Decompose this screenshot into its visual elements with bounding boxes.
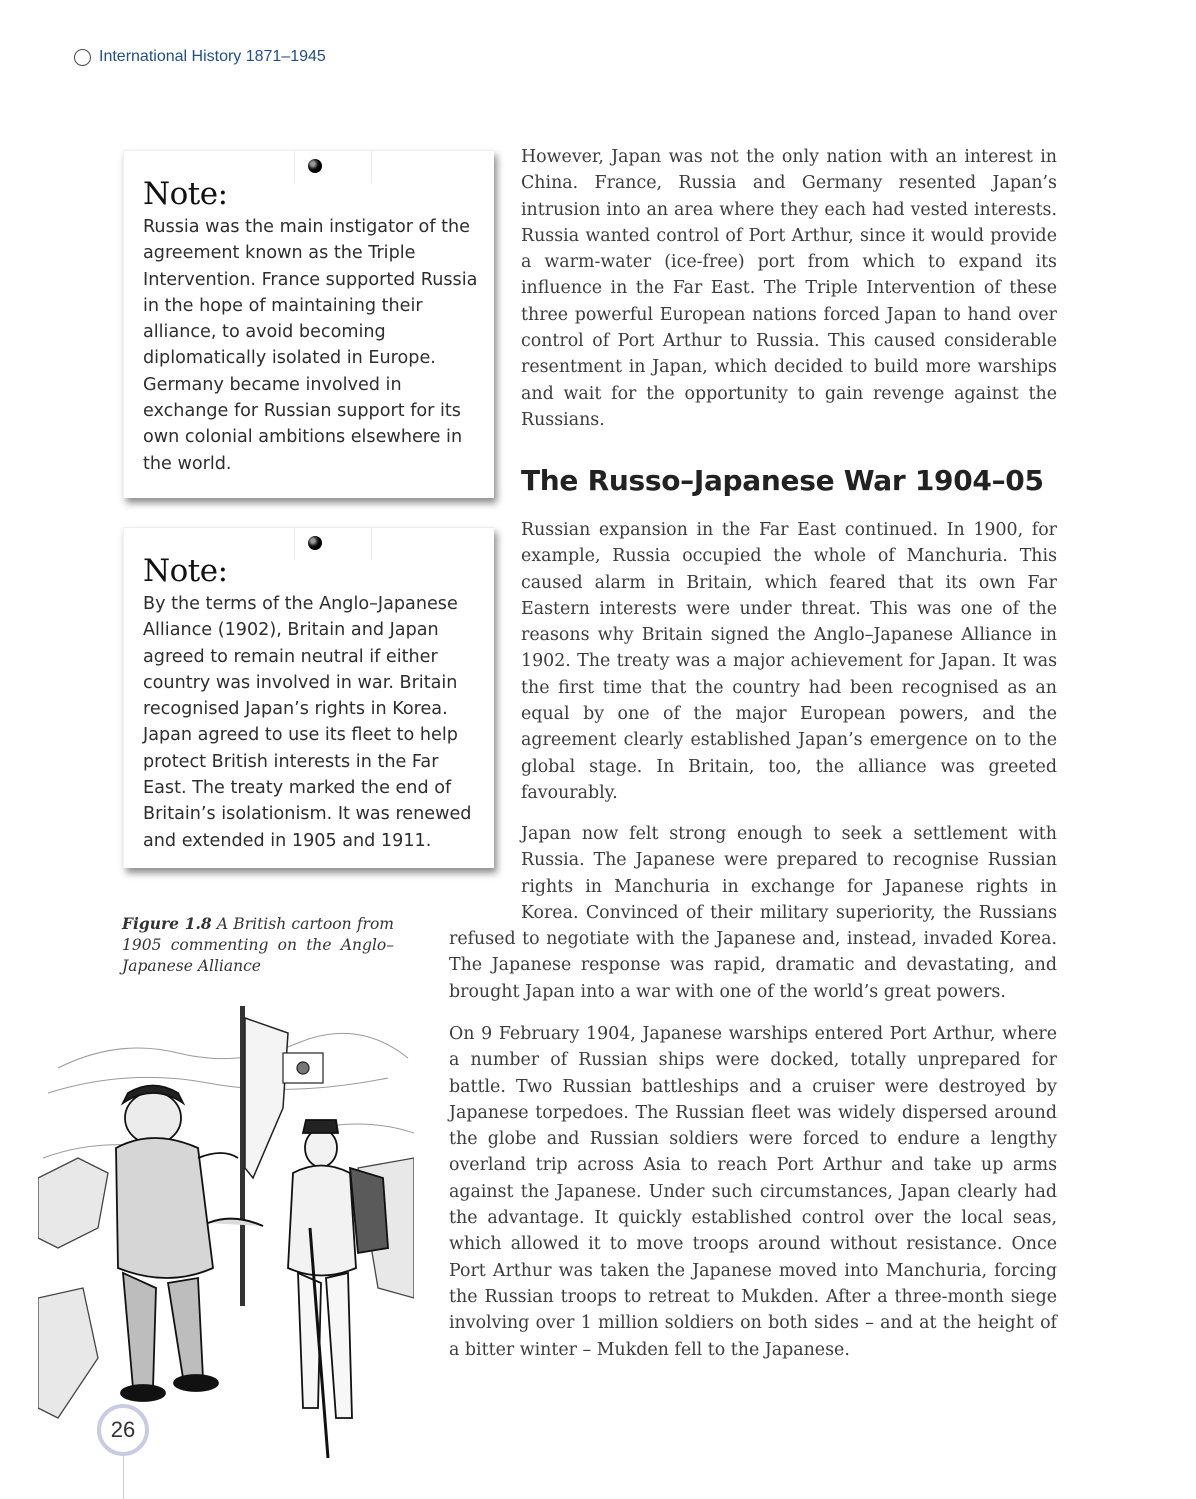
handshake (208, 1219, 263, 1226)
body-paragraph (449, 821, 1057, 1005)
body-paragraph-text: Japan now felt strong enough to seek a settlement with Russia. The Japanese were prepared to recognise Russian rights in Manchuria in exchange for Japanese rights in Korea. Convinced of their military superiority, the Russians refused to negotiate with the Japanese and, instead, invaded Korea. The Japanese response was rapid, dramatic and devastating, and brought Japan into a war with one of the world’s great powers. (449, 824, 1057, 1002)
rising-sun-flag (283, 1053, 323, 1083)
note-box (123, 150, 494, 498)
note-heading: Note: (143, 553, 228, 589)
body-paragraph: However, Japan was not the only nation with an interest in China. France, Russia and Germany resented Japan’s intrusion into an area where they each had vested interests. Russia wanted control of Port Arthur, since it would provide a warm-water (ice-free) port from which to expand its influence in the Far East. The Triple Intervention of these three powerful European nations forced Japan to hand over control of Port Arthur to Russia. This caused considerable resentment in Japan, which decided to build more warships and wait for the opportunity to gain revenge against the Russians. (521, 147, 1057, 430)
note-tab (294, 151, 372, 183)
note-text: Russia was the main instigator of the agreement known as the Triple Intervention. France supported Russia in the hope of maintaining their alliance, to avoid becoming diplomatically isolated in Europe. Germany became involved in exchange for Russian support for its own colonial ambitions elsewhere in the world. (143, 217, 478, 474)
body-paragraph: On 9 February 1904, Japanese warships entered Port Arthur, where a number of Russian ships were docked, totally unprepared for battle. Two Russian battleships and a cruiser were destroyed by Japanese torpedoes. The Russian fleet was widely dispersed around the globe and Russian soldiers were forced to endure a lengthy overland trip across Asia to reach Port Arthur and take up arms against the Japanese. Under such circumstances, Japan clearly had the advantage. It quickly established control over the local seas, which allowed it to move troops around without resistance. Once Port Arthur was taken the Japanese moved into Manchuria, forcing the Russian troops to retreat to Mukden. After a three-month siege involving over 1 million soldiers on both sides – and at the height of a bitter winter – Mukden fell to the Japanese. (449, 1024, 1057, 1360)
figure-label: Figure 1.8 (122, 914, 212, 933)
page-number-badge (97, 1404, 149, 1456)
page-number: 26 (110, 1417, 136, 1442)
pin-icon (308, 159, 322, 173)
page-rule (123, 1456, 124, 1499)
body-paragraph: Russian expansion in the Far East continued. In 1900, for example, Russia occupied the whole of Manchuria. This caused alarm in Britain, which feared that its own Far Eastern interests were under threat. This was one of the reasons why Britain signed the Anglo–Japanese Alliance in 1902. The treaty was a major achievement for Japan. It was the first time that the country had been recognised as an equal by one of the major European powers, and the agreement clearly established Japan’s emergence on to the global stage. In Britain, too, the alliance was greeted favourably. (521, 520, 1057, 803)
section-heading: The Russo–Japanese War 1904–05 (521, 464, 1044, 497)
note-heading: Note: (143, 176, 228, 212)
wrap-spacer (449, 821, 521, 900)
pin-icon (308, 536, 322, 550)
figure-caption-text: A British cartoon from 1905 commenting on the Anglo–Japanese Alliance (122, 915, 395, 975)
cartoon-illustration (38, 998, 414, 1468)
circle-ornament-icon (74, 49, 91, 66)
note-box (123, 527, 494, 868)
sailor-figure (116, 1086, 238, 1402)
figure-caption (122, 913, 394, 977)
book-title: International History 1871–1945 (99, 48, 326, 65)
note-text: By the terms of the Anglo–Japanese Alliance (1902), Britain and Japan agreed to remain neutral if either country was involved in war. Britain recognised Japan’s rights in Korea. Japan agreed to use its fleet to help protect British interests in the Far East. The treaty marked the end of Britain’s isolationism. It was renewed and extended in 1905 and 1911. (143, 594, 472, 851)
running-header (74, 48, 326, 66)
note-tab (294, 528, 372, 560)
